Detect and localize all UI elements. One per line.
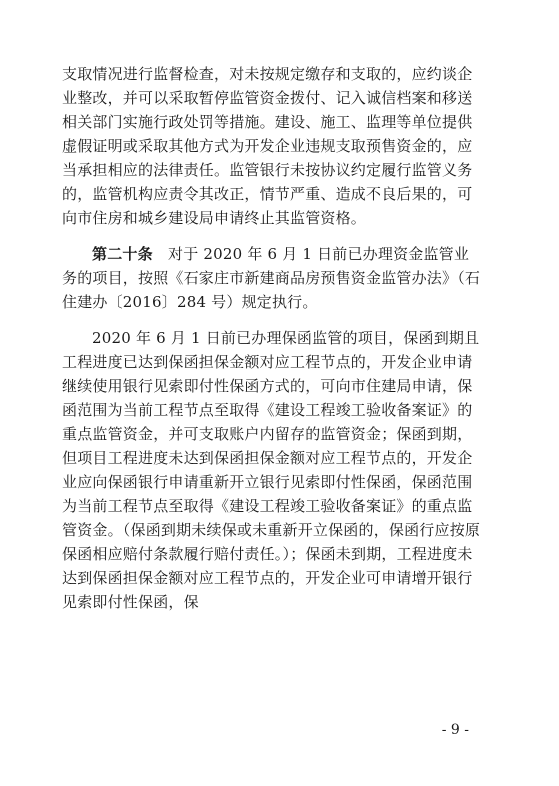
article-20-body: 对于 2020 年 6 月 1 日前已办理资金监管业务的项目，按照《石家庄市新建商品房预售资金监管办法》（石住建办〔2016〕284 号）规定执行。 bbox=[62, 245, 481, 311]
page-number: - 9 - bbox=[441, 722, 469, 738]
paragraph-guarantee-supervision: 2020 年 6 月 1 日前已办理保函监管的项目，保函到期且工程进度已达到保函担保金额对应工程节点的，开发企业申请继续使用银行见索即付性保函方式的，可向市住建局申请，保函范围为当前工程节点至取得《建设工程竣工验收备案证》的重点监管资金，并可支取账户内留存的监管资金；保函到期，但项目工程进度未达到保函担保金额对应工程节点的，开发企业应向保函银行申请重新开立银行见索即付性保函，保函范围为当前工程节点至取得《建设工程竣工验收备案证》的重点监管资金。（保函到期未续保或未重新开立保函的，保函行应按原保函相应赔付条款履行赔付责任。）；保函未到期，工程进度未达到保函担保金额对应工程节点的，开发企业可申请增开银行见索即付性保函，保 bbox=[62, 329, 481, 611]
article-20-heading: 第二十条 bbox=[92, 245, 153, 263]
body-text bbox=[62, 62, 482, 614]
paragraph-supervision-check: 支取情况进行监督检查，对未按规定缴存和支取的，应约谈企业整改，并可以采取暂停监管资金拨付、记入诚信档案和移送相关部门实施行政处罚等措施。建设、施工、监理等单位提供虚假证明或采取其他方式为开发企业违规支取预售资金的，应当承担相应的法律责任。监管银行未按协议约定履行监管义务的，监管机构应责令其改正，情节严重、造成不良后果的，可向市住房和城乡建设局申请终止其监管资格。 bbox=[62, 65, 473, 227]
paragraph-article-20 bbox=[62, 242, 482, 314]
